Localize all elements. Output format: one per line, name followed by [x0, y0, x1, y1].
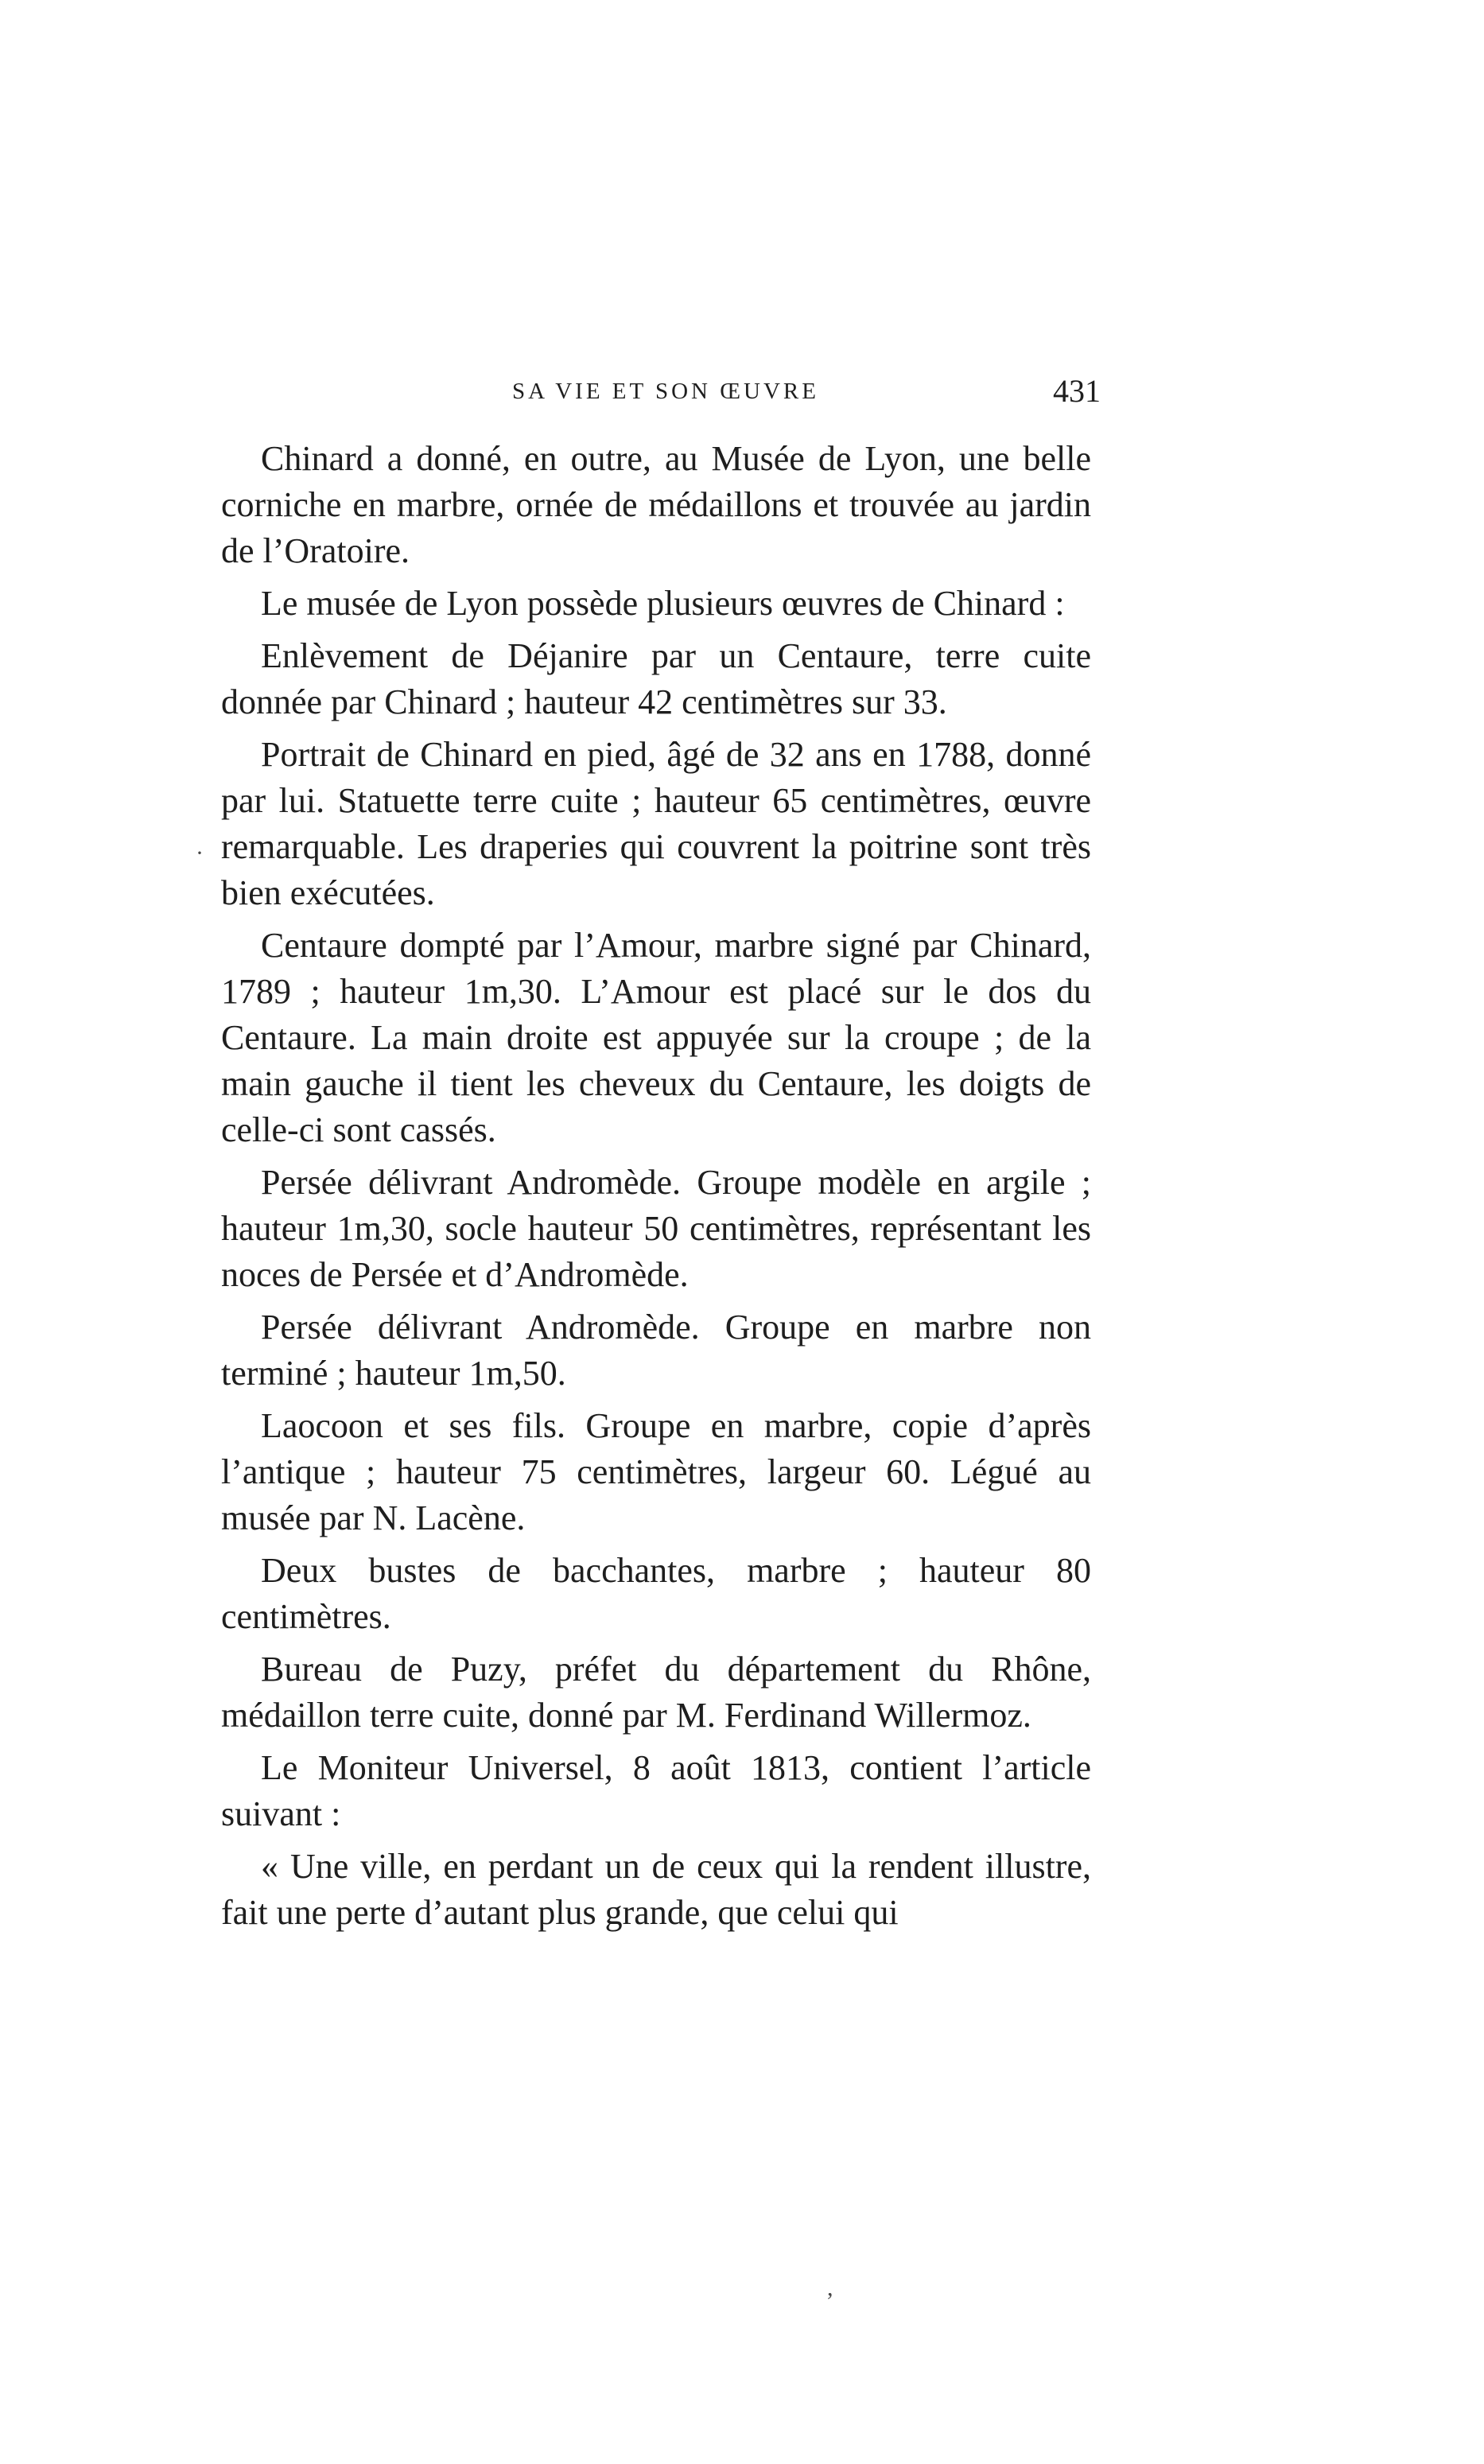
paragraph: « Une ville, en perdant un de ceux qui la rendent illustre, fait une perte d’autant plus grande, que celui qui: [221, 1847, 1091, 1932]
paragraph: Enlèvement de Déjanire par un Centaure, terre cuite donnée par Chinard ; hauteur 42 centimètres sur 33.: [221, 636, 1091, 721]
paragraph: Laocoon et ses fils. Groupe en marbre, copie d’après l’antique ; hauteur 75 centimètres, largeur 60. Légué au musée par N. Lacène.: [221, 1406, 1091, 1537]
paragraph: Deux bustes de bacchantes, marbre ; hauteur 80 centimètres.: [221, 1551, 1091, 1636]
paragraph: Centaure dompté par l’Amour, marbre signé par Chinard, 1789 ; hauteur 1m,30. L’Amour est placé sur le dos du Centaure. La main droite est appuyée sur la croupe ; de la main gauche il tient les cheveux du Centaure, les doigts de celle-ci sont cassés.: [221, 926, 1091, 1149]
paragraph: Persée délivrant Andromède. Groupe modèle en argile ; hauteur 1m,30, socle hauteur 50 centimètres, représentant les noces de Persée et d’Andromède.: [221, 1163, 1091, 1294]
body-text: [221, 436, 1091, 1942]
paragraph: Persée délivrant Andromède. Groupe en marbre non terminé ; hauteur 1m,50.: [221, 1308, 1091, 1393]
scan-speck: ·: [196, 840, 204, 866]
paragraph: Bureau de Puzy, préfet du département du Rhône, médaillon terre cuite, donné par M. Ferdinand Willermoz.: [221, 1650, 1091, 1735]
scan-speck: ,: [827, 2275, 833, 2301]
paragraph: Portrait de Chinard en pied, âgé de 32 ans en 1788, donné par lui. Statuette terre cuite ; hauteur 65 centimètres, œuvre remarquable. Les draperies qui couvrent la poitrine sont très bien exécutées.: [221, 735, 1091, 912]
running-title: SA VIE ET SON ŒUVRE: [512, 379, 819, 404]
paragraph: Le musée de Lyon possède plusieurs œuvres de Chinard :: [261, 584, 1065, 623]
running-head: [231, 372, 1101, 420]
page-number: 431: [1053, 373, 1101, 409]
paragraph: Le Moniteur Universel, 8 août 1813, contient l’article suivant :: [221, 1748, 1091, 1833]
paragraph: Chinard a donné, en outre, au Musée de Lyon, une belle corniche en marbre, ornée de médaillons et trouvée au jardin de l’Oratoire.: [221, 439, 1091, 570]
